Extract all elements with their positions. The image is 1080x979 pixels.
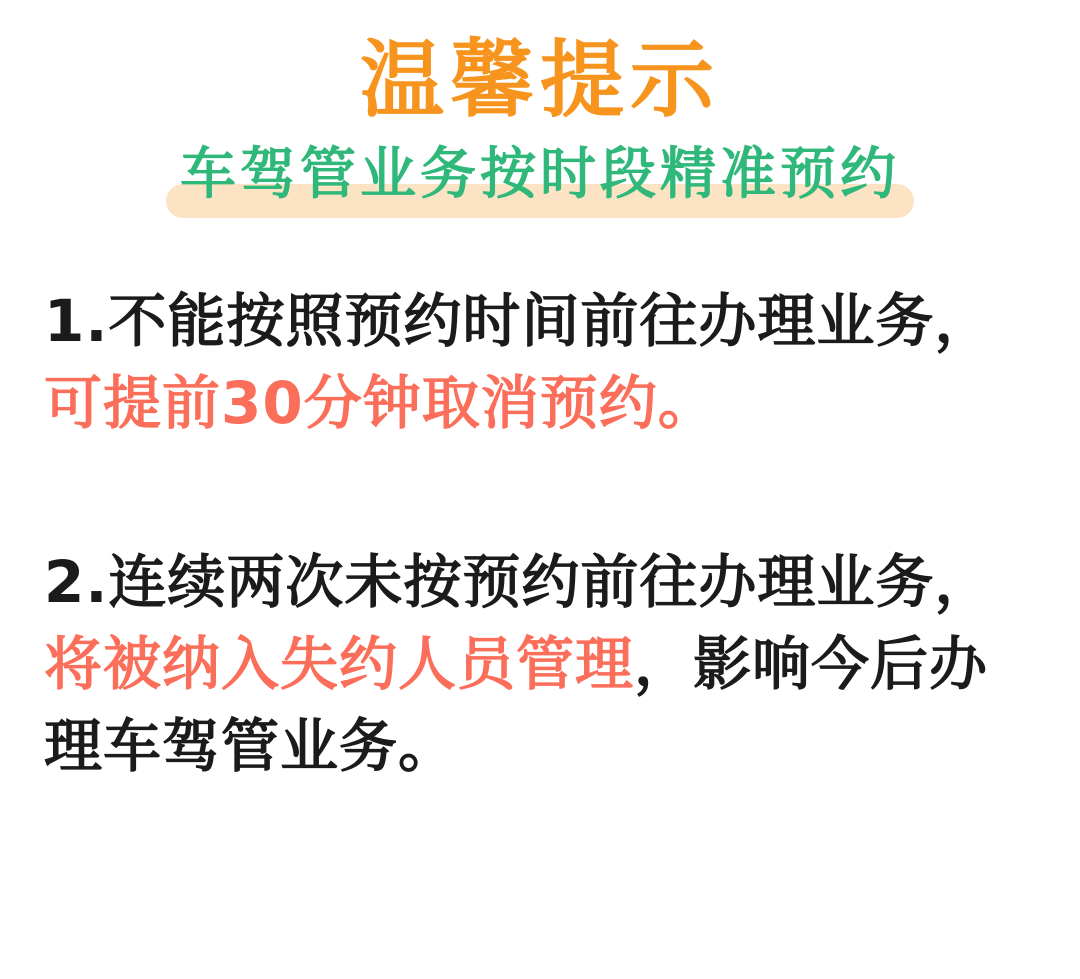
- notice-item-1-line-1: 1.不能按照预约时间前往办理业务，: [44, 286, 994, 355]
- notice-item-1-line-2: 可提前30分钟取消预约。: [44, 369, 717, 438]
- notice-item-2-line-2-tail: ，影响今后办: [634, 629, 989, 698]
- notice-item-2-line-2-accent: 将被纳入失约人员管理: [44, 629, 635, 698]
- notice-item-1: [44, 280, 1036, 445]
- page-subtitle: 车驾管业务按时段精准预约: [180, 142, 900, 208]
- notice-item-2: [44, 541, 1036, 788]
- notice-item-2-line-2: [44, 623, 1036, 705]
- notice-item-2-line-3: 理车驾管业务。: [44, 712, 458, 781]
- notice-item-2-line-1: 2.连续两次未按预约前往办理业务，: [44, 547, 994, 616]
- subtitle-container: [166, 144, 914, 206]
- poster-header: [0, 0, 1080, 206]
- notice-body: [0, 280, 1080, 788]
- page-title: 温馨提示: [359, 31, 720, 129]
